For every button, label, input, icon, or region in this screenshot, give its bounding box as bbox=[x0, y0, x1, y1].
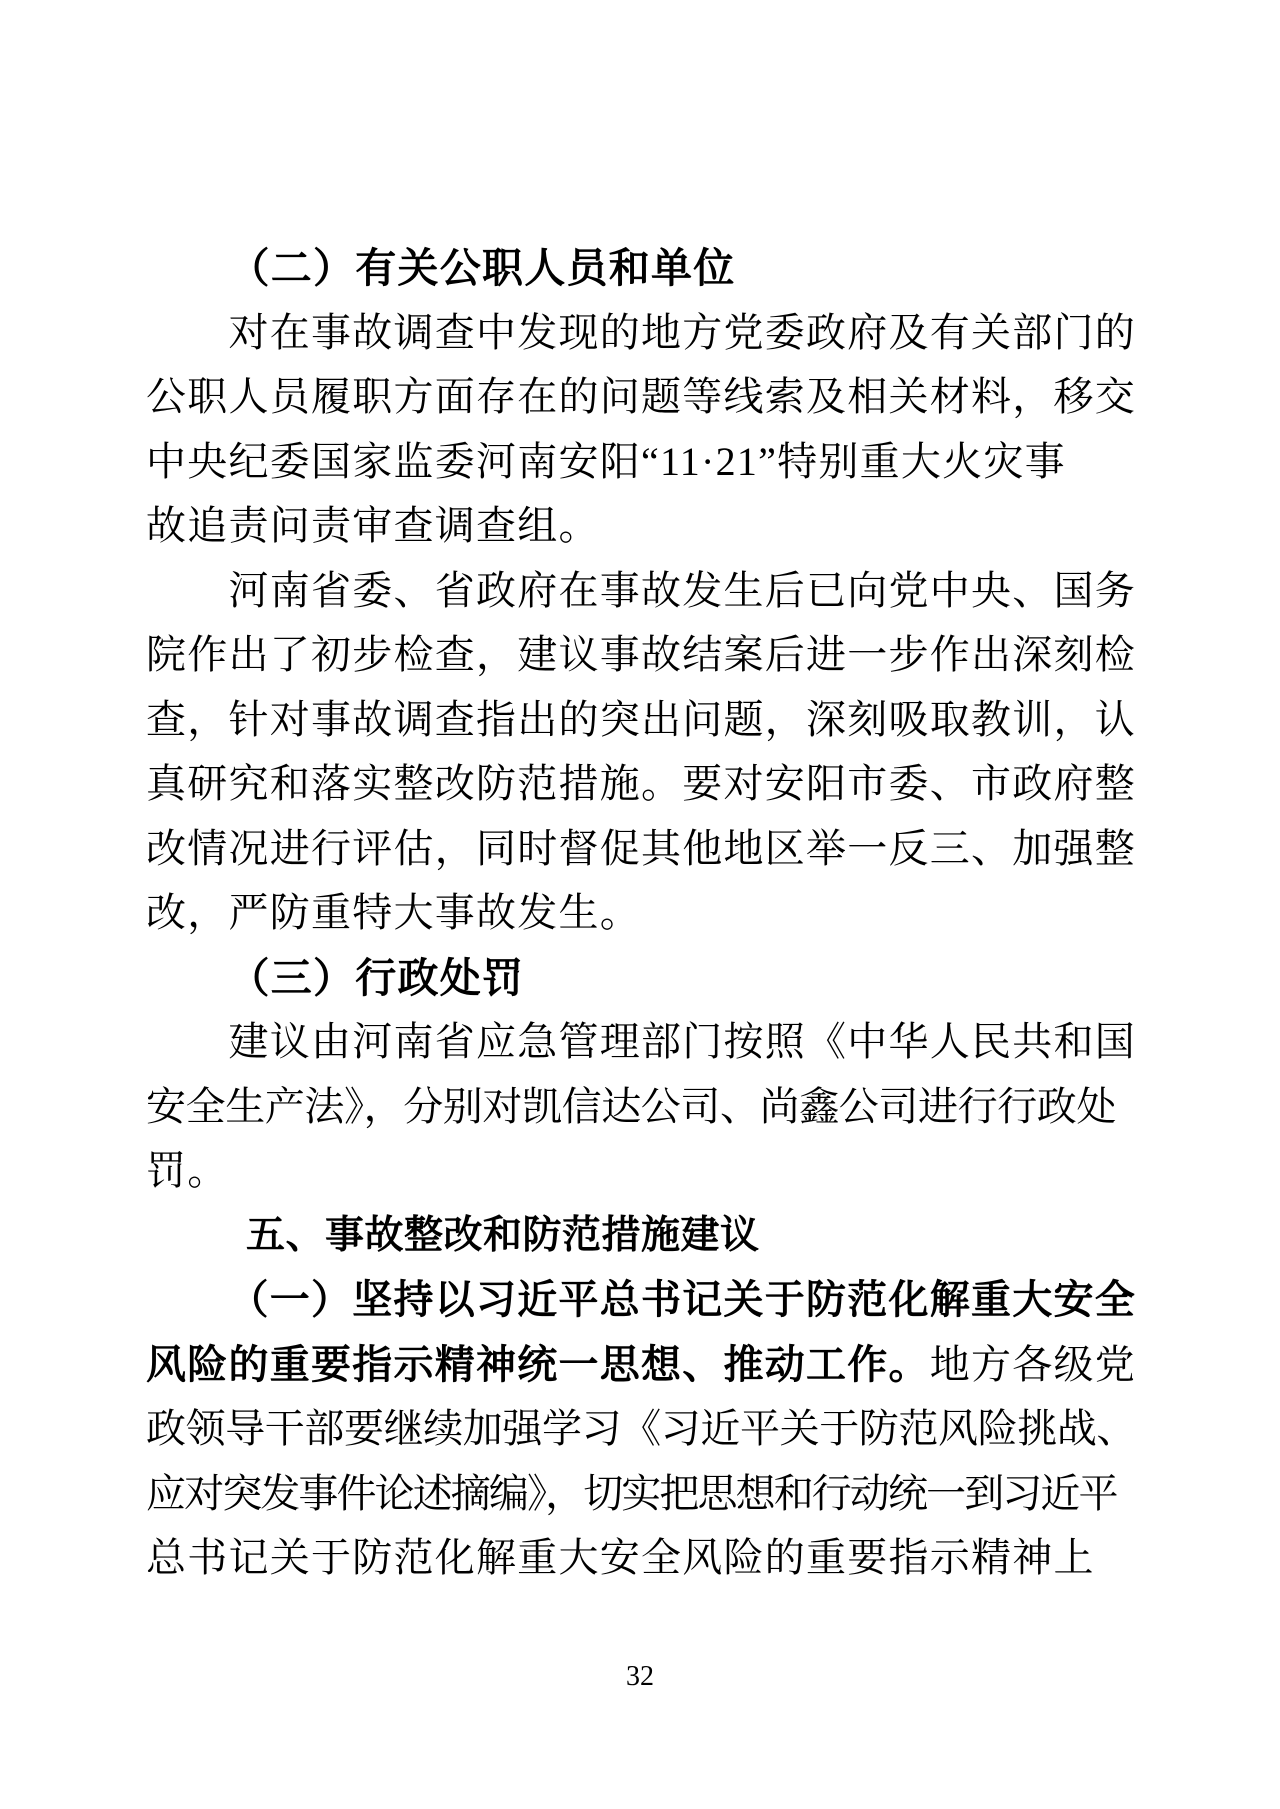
body-line: 建议由河南省应急管理部门按照《中华人民共和国 bbox=[228, 1019, 1136, 1064]
mixed-weight-line bbox=[146, 1333, 1136, 1398]
section-heading-san: （三）行政处罚 bbox=[228, 954, 525, 1001]
body-line: 真研究和落实整改防范措施。要对安阳市委、市政府整 bbox=[146, 761, 1136, 806]
body-segment: 地方各级党 bbox=[929, 1341, 1136, 1387]
body-line: 应对突发事件论述摘编》，切实把思想和行动统一到习近平 bbox=[146, 1470, 1117, 1516]
body-line: 改情况进行评估，同时督促其他地区举一反三、加强整 bbox=[146, 825, 1136, 871]
body-line: 安全生产法》，分别对凯信达公司、尚鑫公司进行行政处 bbox=[146, 1083, 1116, 1129]
lead-bold-segment: 风险的重要指示精神统一思想、推动工作。 bbox=[146, 1341, 930, 1387]
body-line: 改，严防重特大事故发生。 bbox=[146, 890, 641, 935]
body-line: 总书记关于防范化解重大安全风险的重要指示精神上 bbox=[146, 1535, 1095, 1580]
chapter-heading-wu: 五、事故整改和防范措施建议 bbox=[246, 1213, 760, 1257]
text-block bbox=[146, 236, 1136, 1591]
body-line: 政领导干部要继续加强学习《习近平关于防范风险挑战、 bbox=[146, 1406, 1136, 1451]
page-number: 32 bbox=[626, 1661, 654, 1692]
body-line: 河南省委、省政府在事故发生后已向党中央、国务 bbox=[228, 567, 1136, 613]
body-line: 对在事故调查中发现的地方党委政府及有关部门的 bbox=[228, 309, 1136, 355]
body-line: 中央纪委国家监委河南安阳“11·21”特别重大火灾事 bbox=[146, 438, 1066, 484]
section-heading-er: （二）有关公职人员和单位 bbox=[228, 245, 736, 291]
body-line: 公职人员履职方面存在的问题等线索及相关材料，移交 bbox=[146, 374, 1136, 419]
body-line: 罚。 bbox=[146, 1148, 229, 1193]
body-line: 查，针对事故调查指出的突出问题，深刻吸取教训，认 bbox=[146, 696, 1136, 742]
lead-bold-line: （一）坚持以习近平总书记关于防范化解重大安全 bbox=[228, 1277, 1136, 1322]
body-line: 故追责问责审查调查组。 bbox=[146, 503, 600, 548]
body-line: 院作出了初步检查，建议事故结案后进一步作出深刻检 bbox=[146, 632, 1136, 677]
